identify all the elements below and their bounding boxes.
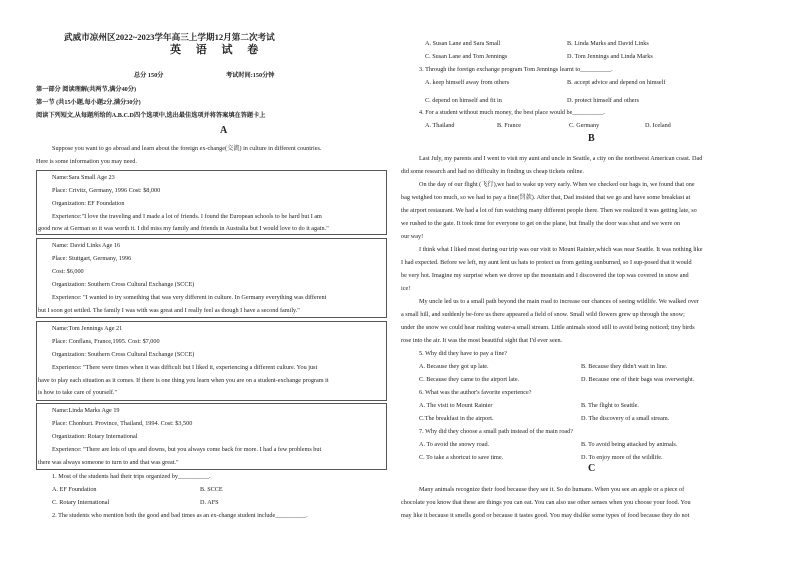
q1-option[interactable]: A. EF Foundation [52,486,97,493]
question-2: 2. The students who mention both the good and bad times as an ex-change student include__________. [52,512,308,519]
passage-a-intro: Here is some information you may need. [36,158,137,165]
passage-c-label: C [588,463,596,474]
q6-option[interactable]: C.The breakfast in the airport. [419,415,494,422]
profile-line: Name:Sara Small Age 23 [52,174,115,181]
passage-b-line: ice! [401,285,411,292]
question-7: 7. Why did they choose a small path instead of the main road? [419,428,574,435]
q4-option[interactable]: D. Iceland [645,122,671,129]
q4-option[interactable]: A. Thailand [425,122,455,129]
exam-title: 武威市凉州区2022~2023学年高三上学期12月第二次考试 [64,32,275,42]
q3-option[interactable]: C. depend on himself and fit in [425,97,502,104]
profile-line: Experience: "I wanted to try something that was very different in culture. In Germany everything was different [52,294,327,301]
q2-option[interactable]: D. Tom Jennings and Linda Marks [567,53,653,60]
passage-b-line: Last July, my parents and I went to visit my aunt and uncle in Seattle, a city on the northwest American coast. Dad [419,155,703,162]
question-1: 1. Most of the students had their trips organized by__________. [52,473,211,480]
q6-option[interactable]: D. The discovery of a small stream. [581,415,670,422]
q6-option[interactable]: A. The visit to Mount Rainier [419,402,493,409]
q7-option[interactable]: D. To enjoy more of the wildlife. [581,454,663,461]
passage-c-line: Many animals recognize their food because they see it. So do humans. When you see an apple or a piece of [419,486,685,493]
question-5: 5. Why did they have to pay a fine? [419,350,508,357]
q4-option[interactable]: B. France [497,122,522,129]
profile-line: Place: Conflans, France,1995. Cost: $7,000 [52,338,160,345]
passage-b-line: be very hot. Imagine my surprise when we drove up the mountain and I discovered the top was covered in snow and [401,272,689,279]
passage-b-line: a small hill, and suddenly be-fore us there appeared a field of snow. Small wild flowers grew up through the snow; [401,311,685,318]
profile-line: Name: David Links Age 16 [52,242,121,249]
profile-line: Experience: "There are lots of ups and downs, but you always come back for more. I had a few problems but [52,446,322,453]
profile-line: have to play each situation as it comes. If there is one thing you learn when you are on a student-exchange program it [38,377,329,384]
profile-line: Name:Tom Jennings Age 21 [52,325,123,332]
profile-line: Experience:"I love the traveling and I made a lot of friends. I found the European schools to be hard but I am [52,213,322,220]
instruction: 阅读下列短文,从每题所给的A.B.C.D四个选项中,选出最佳选项并将答案填在答题卡上 [36,112,266,119]
profile-line: but I soon got settled. The family I was with was great and I really feel as though I have a second family." [38,307,300,314]
profile-line: Place: Stuttgart, Germany, 1996 [52,255,132,262]
q3-option[interactable]: A. keep himself away from others [425,79,510,86]
q7-option[interactable]: B. To avoid being attacked by animals. [581,441,678,448]
q5-option[interactable]: A. Because they got up late. [419,363,489,370]
passage-b-line: the airport restaurant. We had a lot of fun watching many different people there. Then we realized it was getting late, so [401,207,697,214]
q2-option[interactable]: B. Linda Marks and David Links [567,40,649,47]
question-3: 3. Through the foreign exchange program Tom Jennings learnt to__________. [419,66,613,73]
question-6: 6. What was the author's favorite experience? [419,389,532,396]
exam-subject: 英 语 试 卷 [170,44,265,56]
section1-heading: 第一节 (共15小题,每小题2分,满分30分) [36,99,141,106]
profile-line: Experience: "There were times when it was difficult but I liked it, experiencing a different culture. You just [52,364,318,371]
q5-option[interactable]: D. Because one of their bags was overweight. [581,376,695,383]
profile-line: there was always someone to turn to and that was great." [38,459,179,466]
profile-line: Organization: Southern Cross Cultural Exchange (SCCE) [52,351,195,358]
passage-b-label: B [588,133,595,144]
q1-option[interactable]: D. AFS [200,499,219,506]
passage-b-line: our way! [401,233,424,240]
q4-option[interactable]: C. Germany [569,122,600,129]
q1-option[interactable]: C. Rotary International [52,499,110,506]
q7-option[interactable]: C. To take a shortcut to save time. [419,454,504,461]
q6-option[interactable]: B. The flight to Seattle. [581,402,639,409]
passage-c-line: chocolate you know that these are things you can eat. You can also use other senses when you choose your food. You [401,499,691,506]
profile-line: Organization: Southern Cross Cultural Exchange (SCCE) [52,281,195,288]
passage-b-line: bag weighed too much, so we had to pay a fine(罚款). After that, Dad insisted that we go and have some breakfast at [401,194,691,201]
profile-line: Place: Chonburi. Province, Thailand, 1994. Cost: $3,500 [52,420,193,427]
passage-b-line: I had expected. Before we left, my aunt lent us hats to protect us from getting sunburned, so I sup-posed that it would [401,259,692,266]
q1-option[interactable]: B. SCCE [200,486,223,493]
passage-a-intro: Suppose you want to go abroad and learn about the foreign ex-change(交流) in culture in different countries. [52,145,322,152]
profile-line: Organization: EF Foundation [52,200,125,207]
passage-b-line: My uncle led us to a small path beyond the main road to increase our chances of seeing wildlife. We walked over [419,298,699,305]
q2-option[interactable]: A. Susan Lane and Sara Small [425,40,501,47]
profile-card [36,238,387,318]
exam-time: 考试时间:150分钟 [226,72,275,79]
profile-line: good now at German so it was worth it. I did miss my family and friends in Australia but I would love to do it again." [38,225,329,232]
q7-option[interactable]: A. To avoid the snowy road. [419,441,490,448]
profile-line: is how to take care of yourself." [38,389,117,396]
q3-option[interactable]: B. accept advice and depend on himself [567,79,666,86]
question-4: 4. For a student without much money, the best place would be__________. [419,109,605,116]
exam-score: 总分 150分 [134,72,164,79]
profile-line: Organization: Rotary International [52,433,138,440]
q5-option[interactable]: C. Because they came to the airport late. [419,376,520,383]
q5-option[interactable]: B. Because they didn't wait in line. [581,363,668,370]
profile-line: Place: Crivitz, Germany, 1996 Cost: $8,000 [52,187,161,194]
profile-line: Name:Linda Marks Age 19 [52,407,120,414]
passage-a-label: A [220,125,228,136]
profile-line: Cost: $6,000 [52,268,84,275]
q3-option[interactable]: D. protect himself and others [567,97,639,104]
passage-b-line: did some research and had no difficulty in finding us cheap tickets online. [401,168,584,175]
q2-option[interactable]: C. Susan Lane and Tom Jennings [425,53,508,60]
passage-b-line: I think what I liked most during our trip was our visit to Mount Rainier,which was near Seattle. It was nothing like [419,246,703,253]
passage-b-line: On the day of our flight (飞行),we had to wake up very early. When we checked our bags in, we found that one [419,181,695,188]
passage-b-line: we rushed to the gate. It took time for everyone to get on the plane, but finally the door was shut and we were on [401,220,681,227]
passage-b-line: rose into the air. It was the most beautiful sight that I'd ever seen. [401,337,563,344]
passage-b-line: under the snow we could hear rushing water-a small stream. Little animals stood still to avoid being noticed; tiny birds [401,324,695,331]
part1-heading: 第一部分 阅读理解(共两节,满分40分) [36,86,137,93]
passage-c-line: may like it because it smells good or because it tastes good. You may dislike some types of food because they do not [401,512,690,519]
